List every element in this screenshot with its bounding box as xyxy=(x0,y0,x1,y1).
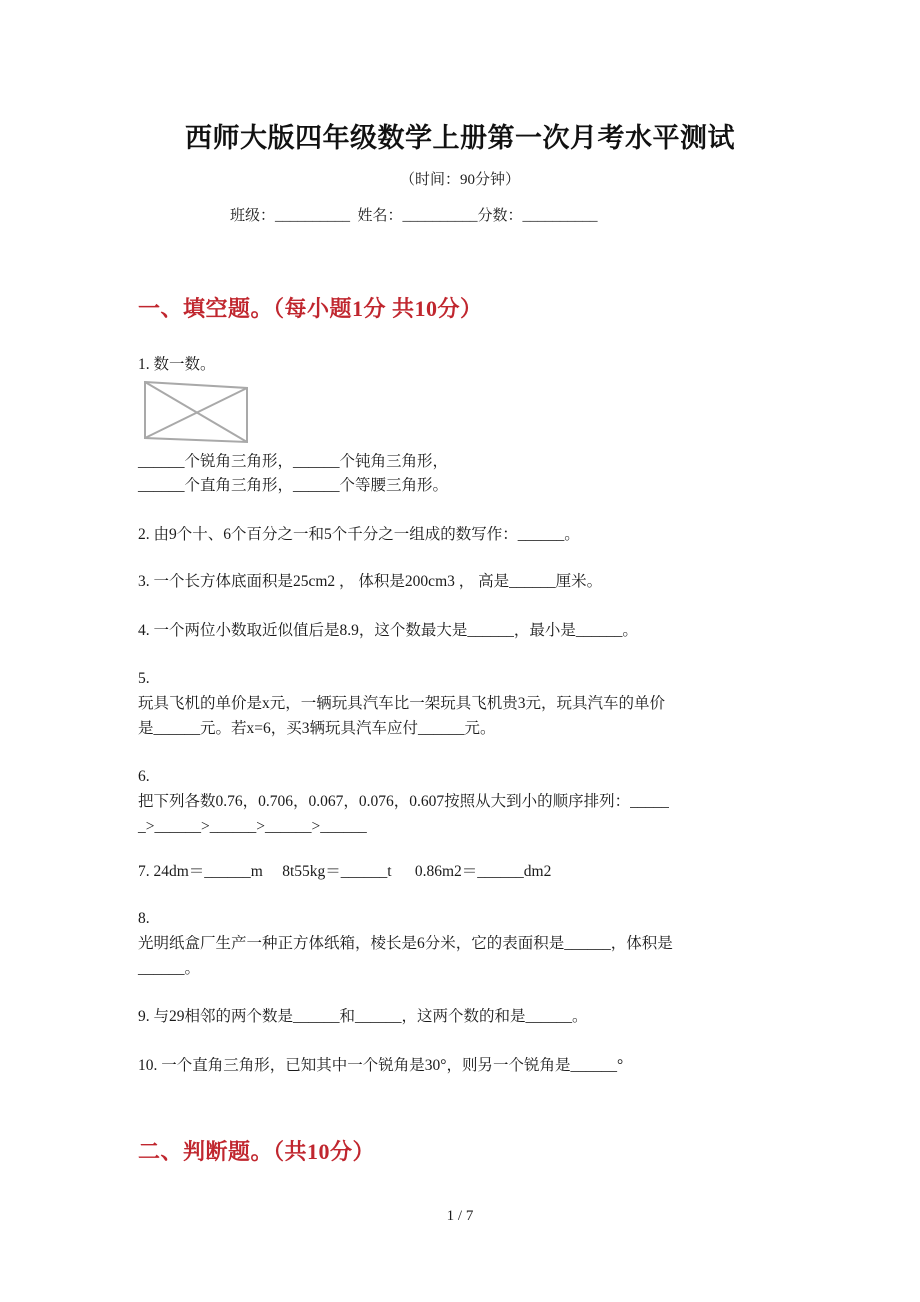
question-10: 10. 一个直角三角形，已知其中一个锐角是30°，则另一个锐角是______° xyxy=(138,1057,624,1074)
section-heading-fill-blank: 一、填空题。（每小题1分 共10分） xyxy=(138,296,483,321)
page-title: 西师大版四年级数学上册第一次月考水平测试 xyxy=(185,123,735,153)
question-6-number: 6. xyxy=(138,768,150,785)
page-number: 1 / 7 xyxy=(446,1208,474,1224)
student-info-line: 班级：__________ 姓名：__________分数：__________ xyxy=(230,208,598,224)
figure-diagonal-2 xyxy=(145,388,247,438)
question-3: 3. 一个长方体底面积是25cm2 ， 体积是200cm3 ， 高是______厘米。 xyxy=(138,573,603,590)
rectangle-diagonals-figure xyxy=(141,380,253,446)
section-heading-true-false: 二、判断题。（共10分） xyxy=(138,1139,376,1164)
time-limit: （时间：90分钟） xyxy=(399,172,520,188)
question-5-line-2: 是______元。若x=6，买3辆玩具汽车应付______元。 xyxy=(138,720,496,737)
question-7: 7. 24dm＝______m 8t55kg＝______t 0.86m2＝______dm2 xyxy=(138,863,552,880)
question-8-line-1: 光明纸盒厂生产一种正方体纸箱，棱长是6分米，它的表面积是______，体积是 xyxy=(138,935,673,952)
question-1-line-2: ______个直角三角形，______个等腰三角形。 xyxy=(138,477,449,494)
question-8-number: 8. xyxy=(138,910,150,927)
question-1-prompt: 1. 数一数。 xyxy=(138,356,216,373)
question-4: 4. 一个两位小数取近似值后是8.9，这个数最大是______，最小是______。 xyxy=(138,622,638,639)
question-5-number: 5. xyxy=(138,670,150,687)
question-8-line-2: ______。 xyxy=(138,960,201,977)
question-6-line-1: 把下列各数0.76，0.706，0.067，0.076，0.607按照从大到小的顺序排列：_____ xyxy=(138,793,669,810)
question-5-line-1: 玩具飞机的单价是x元，一辆玩具汽车比一架玩具飞机贵3元，玩具汽车的单价 xyxy=(138,695,666,712)
question-9: 9. 与29相邻的两个数是______和______，这两个数的和是______。 xyxy=(138,1008,588,1025)
question-2: 2. 由9个十、6个百分之一和5个千分之一组成的数写作：______。 xyxy=(138,526,580,543)
question-1-line-1: ______个锐角三角形，______个钝角三角形， xyxy=(138,453,449,470)
question-6-line-2: _>______>______>______>______ xyxy=(138,818,367,835)
